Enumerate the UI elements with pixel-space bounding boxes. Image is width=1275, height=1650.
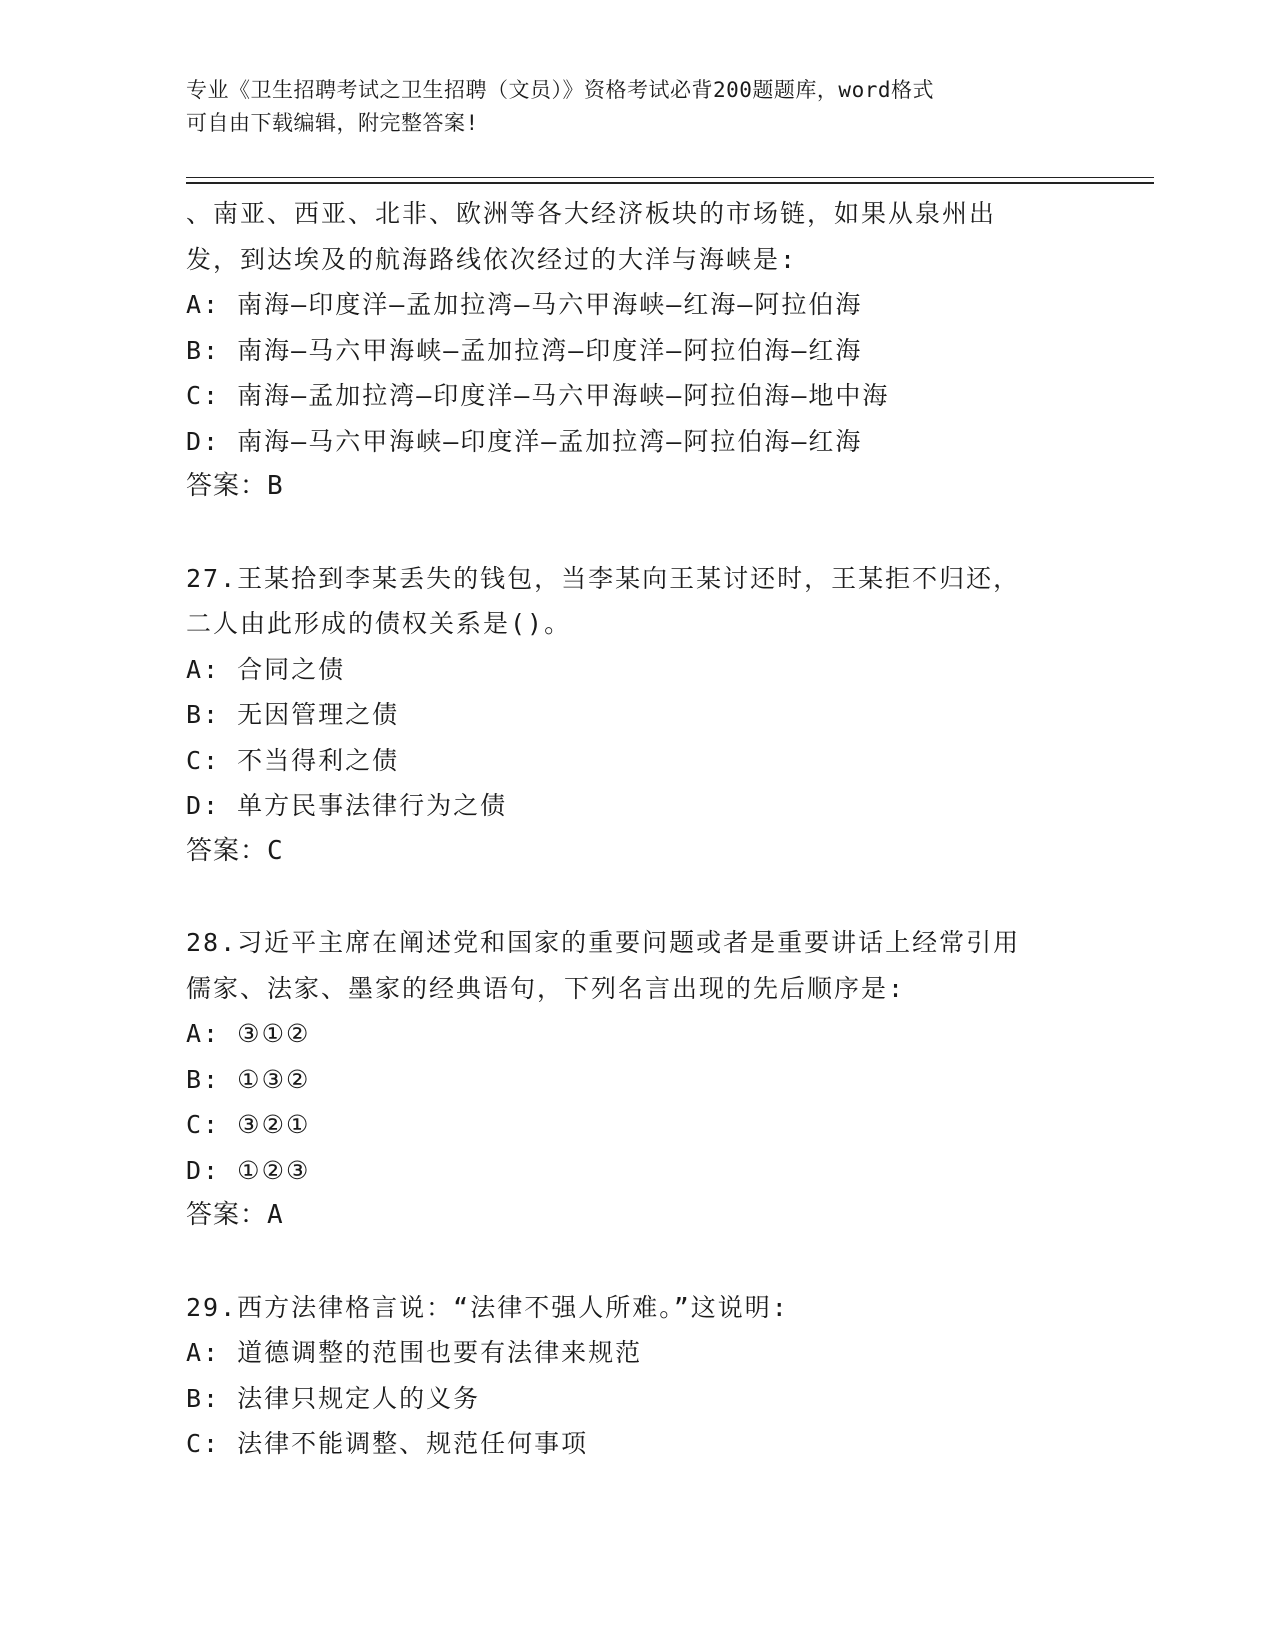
question-stem-line: 发，到达埃及的航海路线依次经过的大洋与海峡是: xyxy=(186,244,798,274)
header-line-2: 可自由下载编辑，附完整答案! xyxy=(186,111,479,135)
question-stem-line: 、南亚、西亚、北非、欧洲等各大经济板块的市场链，如果从泉州出 xyxy=(186,199,997,228)
option-a: A: ③①② xyxy=(186,1019,311,1048)
document-header xyxy=(186,74,1086,140)
question-stem-line: 27.王某拾到李某丢失的钱包，当李某向王某讨还时，王某拒不归还， xyxy=(186,563,1021,593)
option-b: B: 法律只规定人的义务 xyxy=(186,1383,481,1413)
answer-line: 答案：B xyxy=(186,471,284,501)
header-divider-thin xyxy=(186,177,1154,178)
header-line-1: 专业《卫生招聘考试之卫生招聘（文员）》资格考试必背200题题库，word格式 xyxy=(186,78,934,102)
answer-line: 答案：C xyxy=(186,835,284,866)
option-c: C: ③②① xyxy=(186,1110,311,1139)
question-stem-line: 28.习近平主席在阐述党和国家的重要问题或者是重要讲话上经常引用 xyxy=(186,928,1021,957)
option-b: B: 南海—马六甲海峡—孟加拉湾—印度洋—阿拉伯海—红海 xyxy=(186,335,863,365)
question-stem-line: 29.西方法律格言说：“法律不强人所难。”这说明: xyxy=(186,1292,789,1322)
question-29 xyxy=(186,1285,1146,1467)
spacer xyxy=(186,1239,1146,1285)
option-c: C: 南海—孟加拉湾—印度洋—马六甲海峡—阿拉伯海—地中海 xyxy=(186,381,890,410)
question-stem-line: 二人由此形成的债权关系是()。 xyxy=(186,609,572,638)
option-d: D: 南海—马六甲海峡—印度洋—孟加拉湾—阿拉伯海—红海 xyxy=(186,426,863,456)
option-b: B: ①③② xyxy=(186,1064,311,1094)
option-b: B: 无因管理之债 xyxy=(186,700,400,729)
option-a: A: 道德调整的范围也要有法律来规范 xyxy=(186,1338,643,1367)
spacer xyxy=(186,874,1146,920)
option-d: D: 单方民事法律行为之债 xyxy=(186,791,508,820)
header-divider-thick xyxy=(186,182,1154,184)
question-28 xyxy=(186,920,1146,1239)
question-content xyxy=(186,191,1146,1467)
option-d: D: ①②③ xyxy=(186,1155,311,1185)
option-c: C: 不当得利之债 xyxy=(186,745,400,775)
option-c: C: 法律不能调整、规范任何事项 xyxy=(186,1429,589,1458)
option-a: A: 合同之债 xyxy=(186,654,346,684)
answer-line: 答案：A xyxy=(186,1200,284,1230)
option-a: A: 南海—印度洋—孟加拉湾—马六甲海峡—红海—阿拉伯海 xyxy=(186,290,863,319)
spacer xyxy=(186,510,1146,556)
question-stem-line: 儒家、法家、墨家的经典语句，下列名言出现的先后顺序是: xyxy=(186,973,906,1003)
question-26 xyxy=(186,191,1146,510)
question-27 xyxy=(186,556,1146,875)
